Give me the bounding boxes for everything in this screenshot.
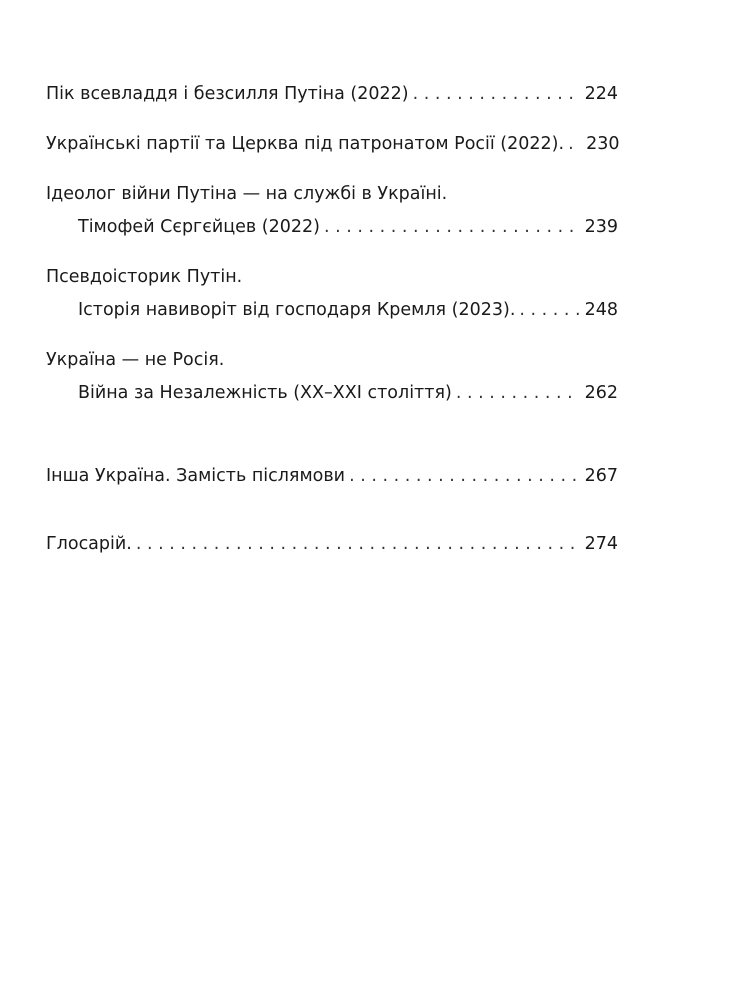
toc-entry (46, 261, 618, 327)
dot-leader (324, 211, 579, 244)
toc-entry (46, 128, 618, 161)
dot-leader (349, 460, 579, 493)
toc-entry-title-line1: Ідеолог війни Путіна — на службі в Україні. (46, 184, 448, 204)
toc-entry-title: Пік всевладдя і безсилля Путіна (2022) (46, 84, 409, 104)
toc-entry (46, 460, 618, 493)
toc-entry (46, 178, 618, 244)
dot-leader (568, 128, 580, 161)
toc-entry-title-line2: Історія навиворіт від господаря Кремля (2023). (78, 300, 516, 320)
dot-leader (456, 377, 579, 410)
toc-line (46, 261, 618, 294)
toc-entry (46, 528, 618, 561)
toc-entry-page: 248 (584, 300, 618, 320)
toc-entry-page: 262 (584, 383, 618, 403)
toc-line (46, 78, 618, 111)
dot-leader (519, 294, 578, 327)
toc-line (46, 344, 618, 377)
toc-entry-page: 224 (584, 84, 618, 104)
toc-entry (46, 344, 618, 410)
toc-line (46, 178, 618, 211)
toc-entry-title-line1: Україна — не Росія. (46, 350, 225, 370)
toc-entry-page: 274 (584, 534, 618, 554)
toc-entry-page: 239 (584, 217, 618, 237)
toc-entry-title: Українські партії та Церква під патронатом Росії (2022). (46, 134, 565, 154)
toc-line-continued (46, 377, 618, 410)
toc-entry-title: Інша Україна. Замість післямови (46, 466, 346, 486)
toc-entry-title-line2: Війна за Незалежність (XX–XXI століття) (78, 383, 452, 403)
toc-entry-title: Глосарій. (46, 534, 132, 554)
toc-line (46, 460, 618, 493)
toc-line (46, 528, 618, 561)
toc-line-continued (46, 211, 618, 244)
table-of-contents (46, 78, 618, 561)
toc-entry-page: 230 (586, 134, 620, 154)
toc-entry-title-line2: Тімофей Сєргєйцев (2022) (78, 217, 320, 237)
toc-entry-page: 267 (584, 466, 618, 486)
dot-leader (136, 528, 579, 561)
toc-entry-title-line1: Псевдоісторик Путін. (46, 267, 243, 287)
dot-leader (413, 78, 579, 111)
toc-line-continued (46, 294, 618, 327)
toc-entry (46, 78, 618, 111)
toc-line (46, 128, 618, 161)
